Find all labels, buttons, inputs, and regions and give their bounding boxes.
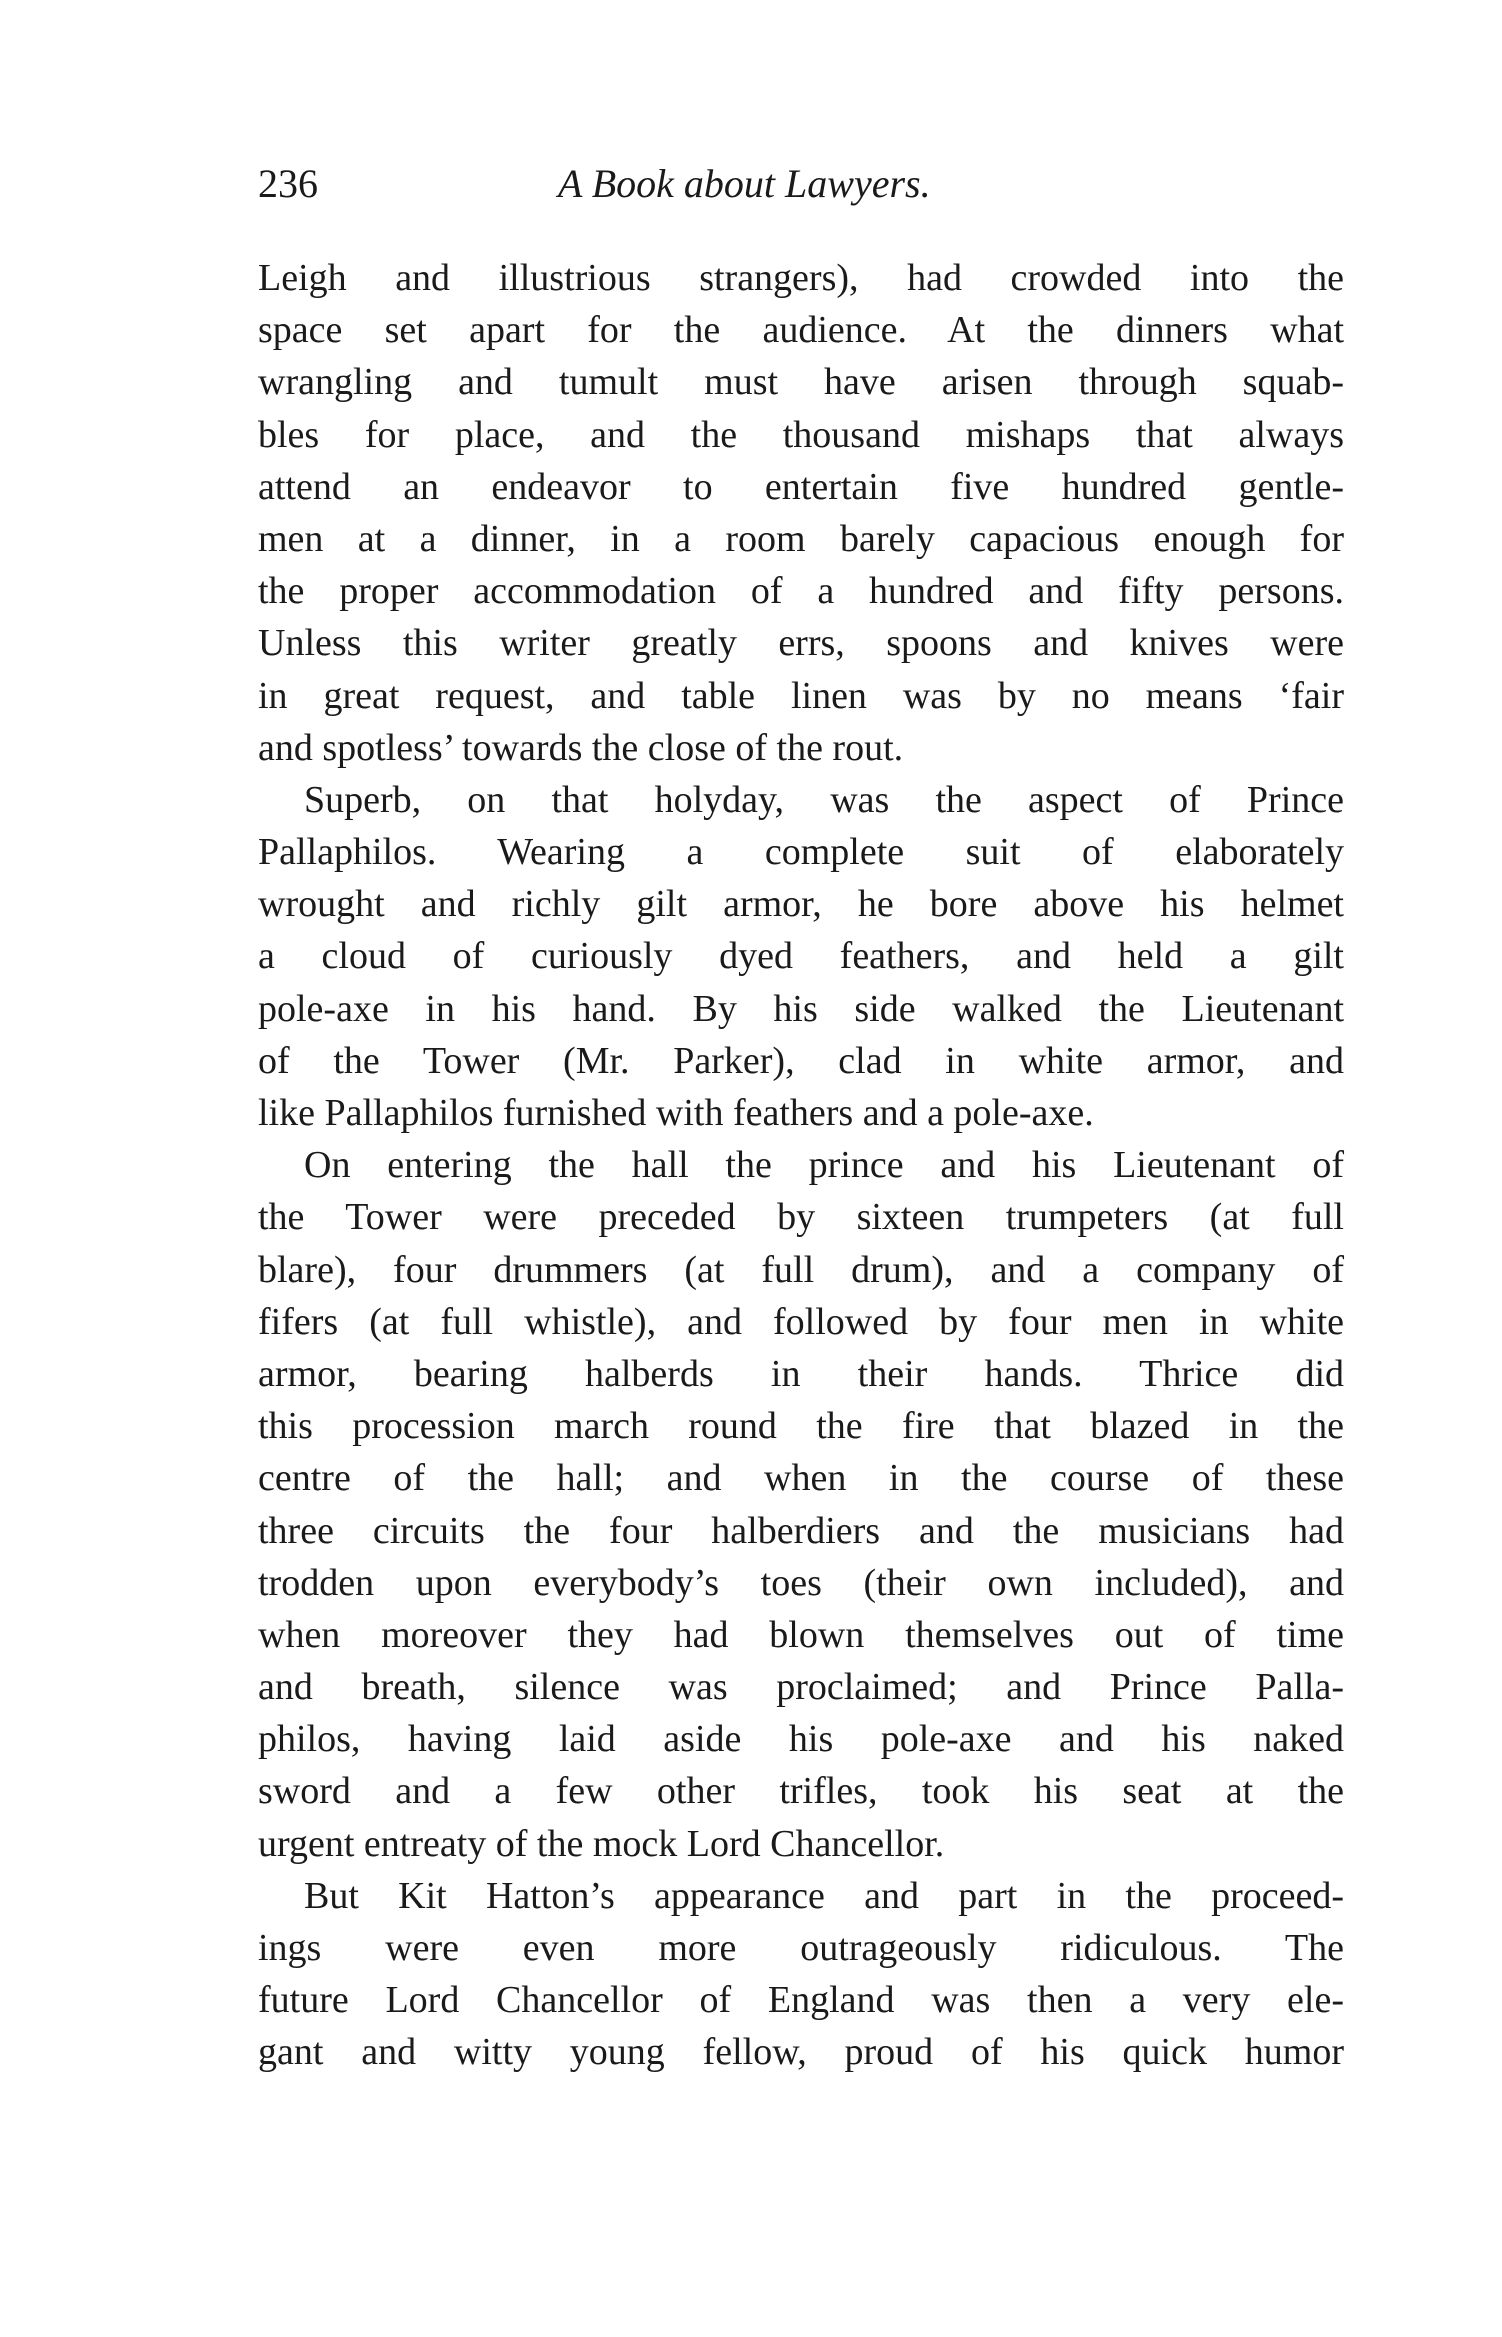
text-line: centre of the hall; and when in the course of these	[258, 1457, 1344, 1500]
text-line: the Tower were preceded by sixteen trumpeters (at full	[258, 1196, 1344, 1239]
text-line: urgent entreaty of the mock Lord Chancellor.	[258, 1822, 945, 1865]
page-number: 236	[258, 161, 318, 206]
text-line: in great request, and table linen was by no means ‘fair	[258, 674, 1344, 717]
text-line: gant and witty young fellow, proud of his quick humor	[258, 2031, 1344, 2074]
text-line: armor, bearing halberds in their hands. Thrice did	[258, 1352, 1344, 1395]
text-line: Superb, on that holyday, was the aspect of Prince	[304, 778, 1344, 821]
text-line: a cloud of curiously dyed feathers, and held a gilt	[258, 935, 1344, 978]
text-line: Leigh and illustrious strangers), had crowded into the	[258, 257, 1344, 299]
text-line: wrangling and tumult must have arisen through squab-	[258, 361, 1344, 404]
page-header	[258, 154, 1344, 214]
text-line: bles for place, and the thousand mishaps that always	[258, 413, 1344, 456]
text-line: three circuits the four halberdiers and the musicians had	[258, 1509, 1344, 1552]
text-line: Pallaphilos. Wearing a complete suit of elaborately	[258, 831, 1344, 874]
text-line: Unless this writer greatly errs, spoons and knives were	[258, 622, 1344, 665]
text-line: pole-axe in his hand. By his side walked the Lieutenant	[258, 987, 1344, 1030]
paragraph	[258, 252, 1344, 774]
text-line: philos, having laid aside his pole-axe and his naked	[258, 1718, 1344, 1761]
running-title: A Book about Lawyers.	[558, 161, 931, 206]
text-line: blare), four drummers (at full drum), and a company of	[258, 1248, 1344, 1291]
text-line: men at a dinner, in a room barely capacious enough for	[258, 517, 1344, 560]
paragraph	[258, 774, 1344, 1139]
text-line: the proper accommodation of a hundred and fifty persons.	[258, 570, 1344, 613]
text-line: of the Tower (Mr. Parker), clad in white armor, and	[258, 1039, 1344, 1082]
text-line: On entering the hall the prince and his Lieutenant of	[304, 1144, 1344, 1187]
text-line: future Lord Chancellor of England was then a very ele-	[258, 1979, 1344, 2022]
text-line: space set apart for the audience. At the dinners what	[258, 309, 1344, 352]
text-line: this procession march round the fire that blazed in the	[258, 1405, 1344, 1448]
text-line: when moreover they had blown themselves out of time	[258, 1613, 1344, 1656]
text-line: sword and a few other trifles, took his seat at the	[258, 1770, 1344, 1813]
text-line: and breath, silence was proclaimed; and Prince Palla-	[258, 1666, 1344, 1709]
body-text	[258, 252, 1344, 2079]
text-line: trodden upon everybody’s toes (their own included), and	[258, 1561, 1344, 1604]
paragraph	[258, 1870, 1344, 2079]
text-line: and spotless’ towards the close of the rout.	[258, 726, 904, 769]
text-line: like Pallaphilos furnished with feathers and a pole-axe.	[258, 1092, 1094, 1134]
text-line: fifers (at full whistle), and followed by four men in white	[258, 1300, 1344, 1343]
paragraph	[258, 1139, 1344, 1870]
text-line: But Kit Hatton’s appearance and part in the proceed-	[304, 1874, 1344, 1917]
text-line: ings were even more outrageously ridiculous. The	[258, 1927, 1344, 1969]
text-line: attend an endeavor to entertain five hundred gentle-	[258, 465, 1344, 508]
text-line: wrought and richly gilt armor, he bore above his helmet	[258, 883, 1344, 926]
